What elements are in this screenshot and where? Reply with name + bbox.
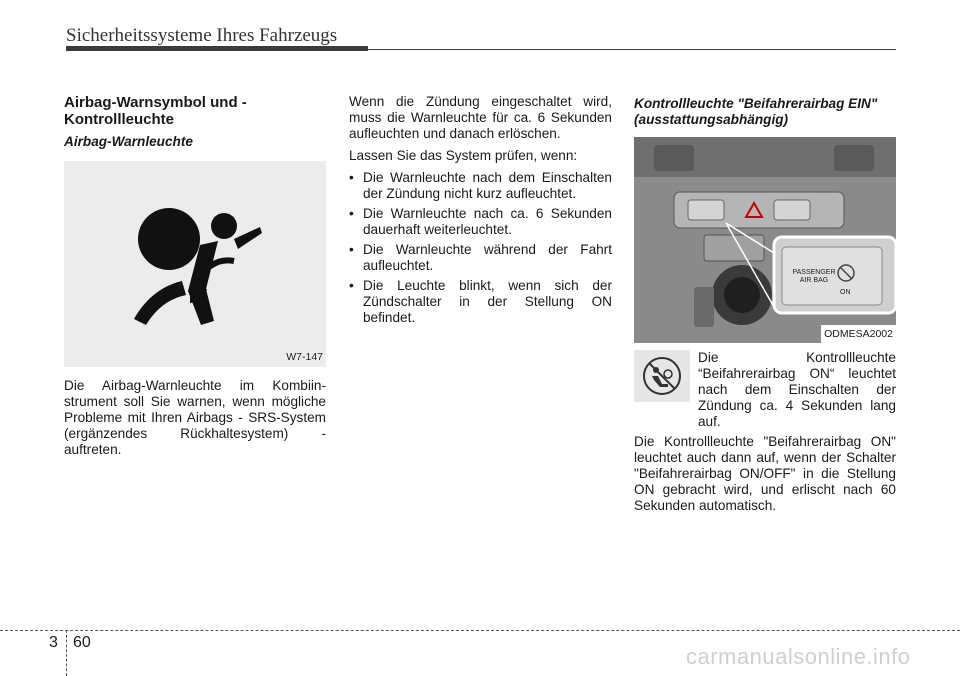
- passenger-airbag-indicator: [634, 350, 690, 402]
- column-1: [64, 94, 326, 458]
- section-heading: Kontrollleuchte "Beifahrerairbag EIN" (ausstattungsabhängig): [634, 96, 878, 127]
- column-2: [349, 94, 612, 330]
- watermark: carmanualsonline.info: [686, 644, 911, 669]
- paragraph: Die Airbag-Warnleuchte im Kombiinstrument soll Sie warnen, wenn mögliche Probleme mit Ihren Airbags - SRS-System (ergänzendes Rückhaltesystem) - auftreten.: [64, 378, 326, 457]
- page-number: 60: [73, 634, 91, 651]
- inset-on-label: ON: [840, 289, 851, 296]
- list-item: • Die Warnleuchte nach ca. 6 Sekunden dauerhaft weiterleuchtet.: [349, 206, 612, 238]
- airbag-warning-figure: [64, 161, 326, 367]
- check-list: [349, 170, 612, 326]
- inset-label-line-1: PASSENGER: [792, 269, 836, 276]
- dashboard-illustration: [634, 137, 896, 343]
- inset-label-line-2: AIR BAG: [799, 277, 829, 284]
- inset-label: [784, 269, 844, 285]
- footer-divider: [66, 630, 67, 676]
- passenger-airbag-icon: [634, 350, 690, 402]
- indicator-row: [634, 350, 896, 434]
- section-heading: Airbag-Warnsymbol und -Kontrollleuchte: [64, 94, 247, 128]
- header-bar: [66, 46, 368, 51]
- list-item: • Die Warnleuchte nach dem Einschalten der Zündung nicht kurz aufleuchtet.: [349, 170, 612, 202]
- list-item: • Die Warnleuchte während der Fahrt aufleuchtet.: [349, 242, 612, 274]
- airbag-warning-icon: [64, 161, 326, 367]
- footer-rule: [0, 630, 960, 631]
- section-subheading: Airbag-Warnleuchte: [64, 134, 193, 149]
- paragraph: Die Kontrollleuchte "Beifahrerairbag ON" leuchtet auch dann auf, wenn der Schalter "Beifahrerairbag ON/OFF" in die Stellung ON gebracht wird, und erlischt nach 60 Sekunden automatisch.: [634, 434, 896, 513]
- page-header-title: Sicherheitssysteme Ihres Fahrzeugs: [66, 25, 338, 46]
- paragraph: Lassen Sie das System prüfen, wenn:: [349, 148, 578, 163]
- indicator-description: Die Kontrollleuchte “Beifahrerairbag ON“ leuchtet nach dem Einschalten der Zündung ca. 4 Sekunden lang auf.: [698, 350, 896, 429]
- chapter-number: 3: [49, 634, 58, 651]
- photo-caption: ODMESA2002: [821, 325, 896, 343]
- header-rule: [368, 49, 896, 50]
- figure-caption: W7-147: [286, 351, 323, 363]
- paragraph: Wenn die Zündung eingeschaltet wird, muss die Warnleuchte für ca. 6 Sekunden aufleuchten und danach erlöschen.: [349, 94, 612, 141]
- dashboard-photo: [634, 137, 896, 343]
- column-3: [634, 96, 896, 514]
- list-item: • Die Leuchte blinkt, wenn sich der Zündschalter in der Stellung ON befindet.: [349, 278, 612, 326]
